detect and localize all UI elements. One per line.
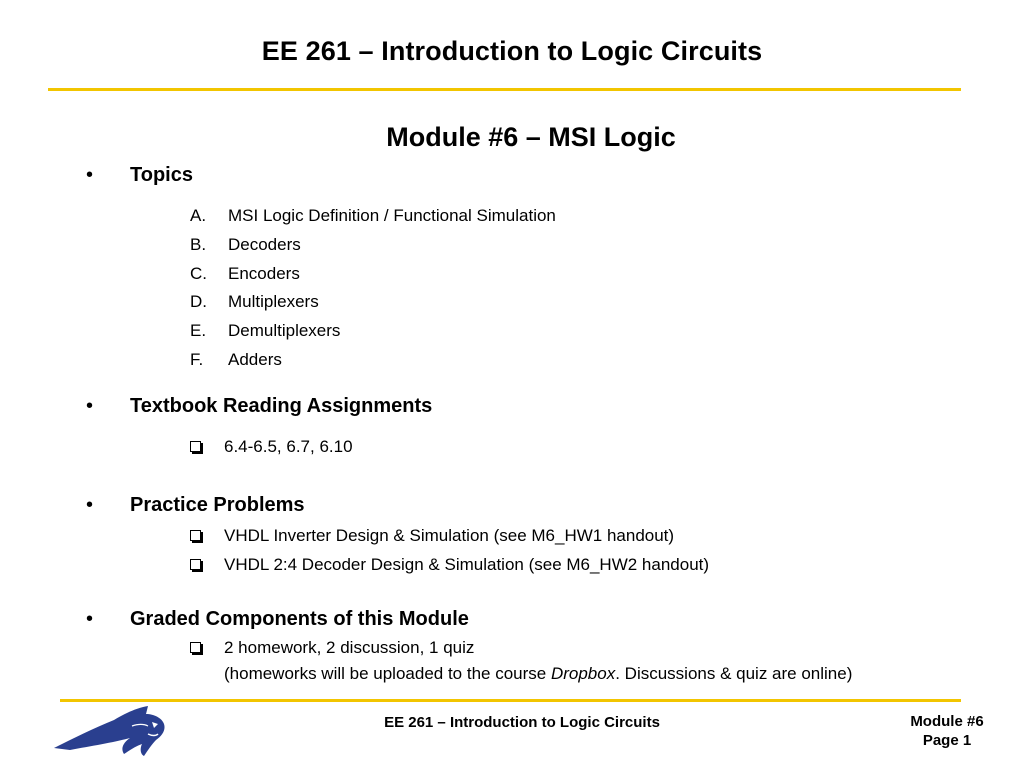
topic-text: Demultiplexers: [228, 321, 341, 340]
topic-item: [190, 321, 340, 341]
topic-letter: D.: [190, 292, 207, 311]
bobcat-logo-icon: [52, 704, 172, 762]
reading-heading: Textbook Reading Assignments: [130, 395, 433, 417]
page-indicator: [880, 712, 1014, 750]
topic-item: [190, 206, 556, 226]
graded-note-pre: (homeworks will be uploaded to the course: [224, 664, 551, 683]
reading-text: 6.4-6.5, 6.7, 6.10: [224, 437, 353, 456]
practice-heading: Practice Problems: [130, 494, 305, 516]
bullet-icon: •: [86, 494, 94, 516]
graded-text-line1: 2 homework, 2 discussion, 1 quiz: [224, 638, 475, 657]
topic-item: [190, 264, 300, 284]
topic-text: Decoders: [228, 235, 301, 254]
topic-text: MSI Logic Definition / Functional Simulation: [228, 206, 556, 225]
footer-module: Module #6: [910, 713, 984, 730]
module-title: Module #6 – MSI Logic: [386, 122, 676, 152]
topic-text: Multiplexers: [228, 292, 319, 311]
topic-letter: A.: [190, 206, 207, 225]
checkbox-square-icon: [190, 642, 201, 653]
graded-note-post: . Discussions & quiz are online): [615, 664, 853, 683]
topic-item: [190, 292, 319, 312]
checkbox-square-icon: [190, 530, 201, 541]
topic-text: Encoders: [228, 264, 300, 283]
bullet-icon: •: [86, 608, 94, 630]
bullet-icon: •: [86, 395, 94, 417]
practice-text: VHDL 2:4 Decoder Design & Simulation (see M6_HW2 handout): [224, 555, 710, 574]
topic-item: [190, 235, 301, 255]
dropbox-emphasis: Dropbox: [550, 664, 616, 683]
graded-heading: Graded Components of this Module: [130, 608, 469, 630]
topic-text: Adders: [228, 350, 282, 369]
header-divider: [48, 88, 961, 91]
checkbox-square-icon: [190, 441, 201, 452]
footer-page: Page 1: [922, 732, 972, 749]
topics-heading: Topics: [130, 164, 193, 186]
topic-letter: F.: [190, 350, 204, 369]
checkbox-square-icon: [190, 559, 201, 570]
topic-letter: C.: [190, 264, 207, 283]
footer-title: EE 261 – Introduction to Logic Circuits: [384, 714, 660, 731]
topic-item: [190, 350, 282, 370]
slide-title: EE 261 – Introduction to Logic Circuits: [261, 36, 763, 66]
bullet-icon: •: [86, 164, 94, 186]
topic-letter: E.: [190, 321, 207, 340]
footer-divider: [60, 699, 961, 702]
topic-letter: B.: [190, 235, 207, 254]
graded-item-note: [224, 664, 852, 684]
practice-text: VHDL Inverter Design & Simulation (see M6_HW1 handout): [224, 526, 675, 545]
